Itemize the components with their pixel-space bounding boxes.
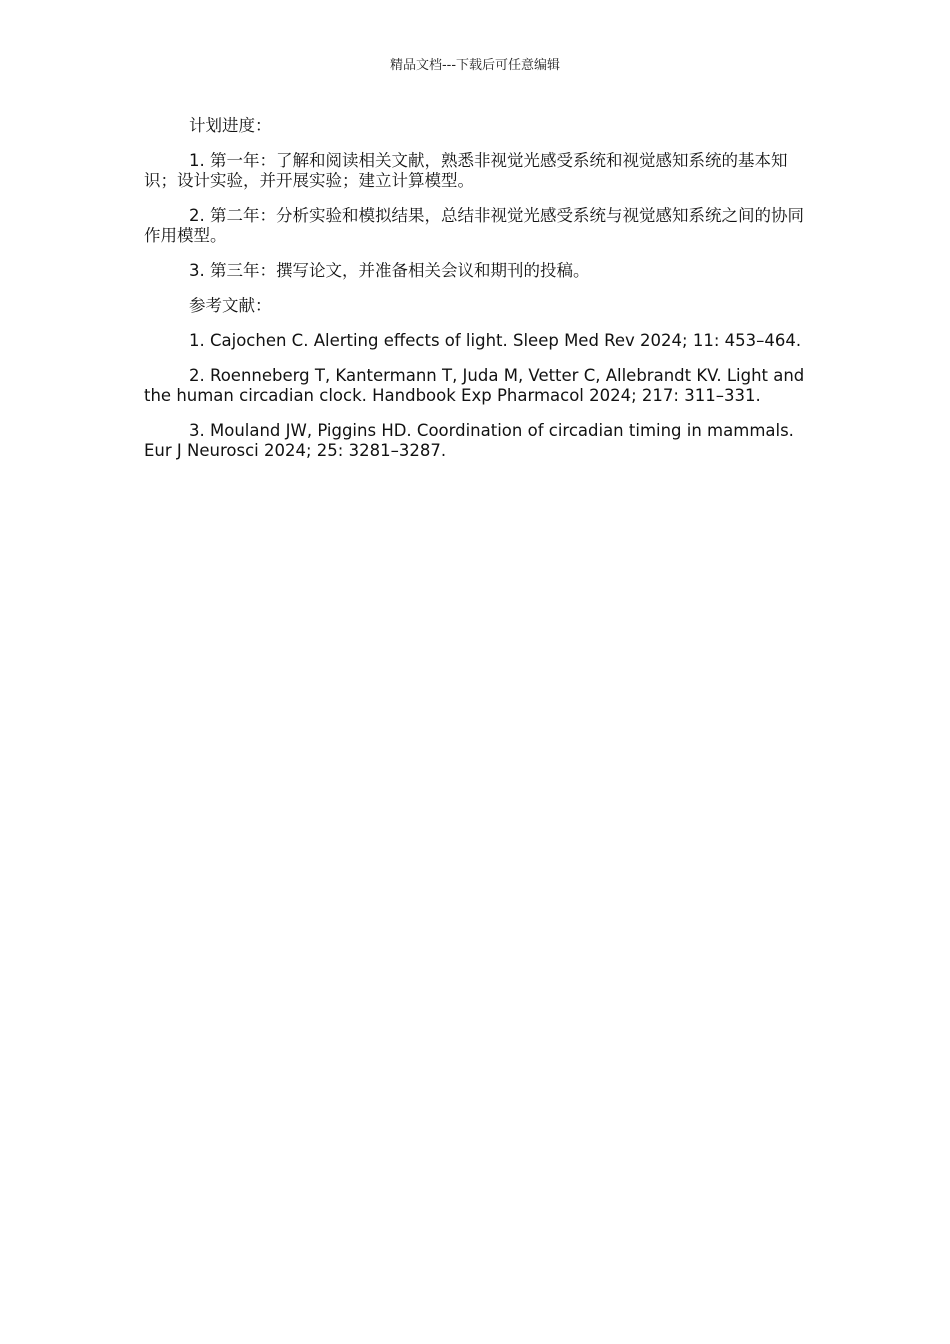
reference-item-1: 1. Cajochen C. Alerting effects of light. Sleep Med Rev 2024; 11: 453–464. xyxy=(189,331,802,350)
document-body xyxy=(144,116,806,476)
plan-heading: 计划进度： xyxy=(189,116,272,135)
plan-item-year-2: 2. 第二年：分析实验和模拟结果，总结非视觉光感受系统与视觉感知系统之间的协同作用模型。 xyxy=(144,206,804,245)
plan-item-year-1: 1. 第一年：了解和阅读相关文献，熟悉非视觉光感受系统和视觉感知系统的基本知识；设计实验，并开展实验；建立计算模型。 xyxy=(144,151,788,190)
page-header: 精品文档---下载后可任意编辑 xyxy=(389,58,561,73)
plan-item-year-3: 3. 第三年：撰写论文，并准备相关会议和期刊的投稿。 xyxy=(189,261,590,280)
reference-item-2: 2. Roenneberg T, Kantermann T, Juda M, Vetter C, Allebrandt KV. Light and the human circadian clock. Handbook Exp Pharmacol 2024; 217: 311–331. xyxy=(144,366,805,405)
reference-item-3: 3. Mouland JW, Piggins HD. Coordination of circadian timing in mammals. Eur J Neurosci 2024; 25: 3281–3287. xyxy=(144,421,794,460)
references-heading: 参考文献： xyxy=(189,296,272,315)
